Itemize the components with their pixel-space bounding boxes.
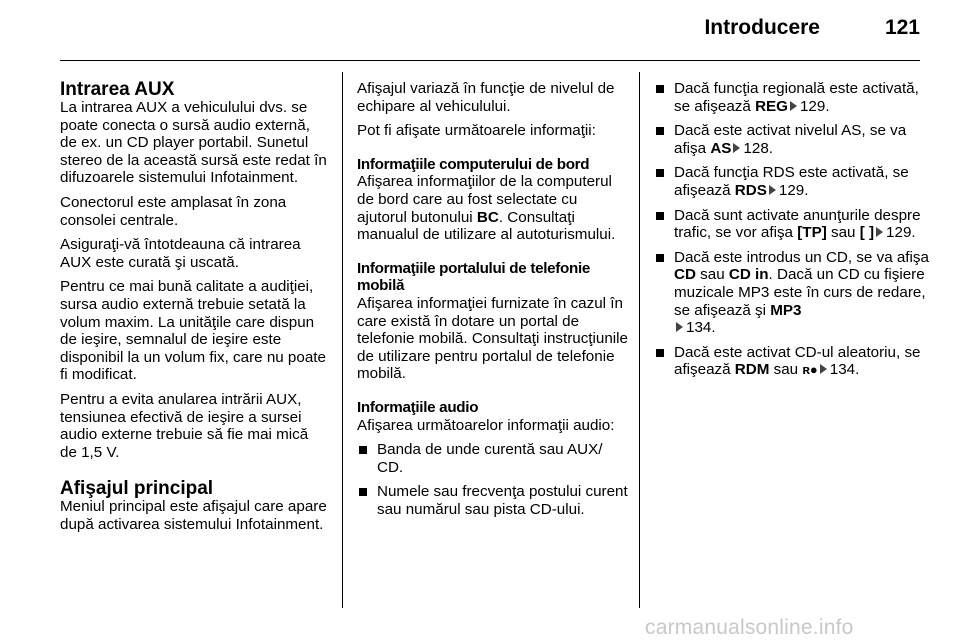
list-item: Dacă este activat CD-ul aleatoriu, se afişează RDM sau ʀ● 134. [654,344,930,379]
section-heading: Intrarea AUX [60,79,175,100]
bullet-icon [656,169,664,177]
page-number: 121 [884,16,920,39]
column-divider [639,72,640,608]
page-header [60,0,920,61]
paragraph: Meniul principal este afişajul care apare după activarea sistemului Infotainment. [60,498,327,533]
paragraph: Pentru ce mai bună calitate a audiţiei, sursa audio externă trebuie setată la volum maxim. La unităţile care dispun de ieşire, semnalul de ieşire este disponibil la un volum fix, care nu poate fi modificat. [60,278,326,384]
list-item: Numele sau frecvenţa postului curent sau numărul sau pista CD-ului. [357,483,629,518]
paragraph: Asiguraţi-vă întotdeauna că intrarea AUX este curată şi uscată. [60,236,301,271]
bullet-icon [359,446,367,454]
header-title: Introducere [704,16,820,39]
watermark: carmanualsonline.info [645,616,854,639]
paragraph: Afişajul variază în funcţie de nivelul de echipare al vehiculului. [357,80,615,115]
bullet-list [654,80,930,379]
list-item: Dacă funcţia RDS este activată, se afişează RDS 129. [654,164,930,199]
page-reference-icon [876,227,883,237]
column-3 [654,80,930,386]
list-item: Banda de unde curentă sau AUX/ CD. [357,441,629,476]
paragraph: Conectorul este amplasat în zona consolei centrale. [60,193,287,229]
subsection-board-computer [357,156,629,244]
bullet-icon [656,212,664,220]
section-heading: Afişajul principal [60,478,214,500]
paragraph: Pentru a evita anularea intrării AUX, tensiunea efectivă de ieşire a sursei audio externe trebuie să fie mai mică de 1,5 V. [60,390,309,461]
page-reference-icon [676,322,683,332]
bullet-icon [656,254,664,262]
subsection-title: Informaţiile portalului de telefonie mobilă [357,259,591,295]
paragraph: Afişarea următoarelor informaţii audio: [357,416,615,434]
bullet-icon [656,349,664,357]
subsection-title: Informaţiile audio [357,398,479,416]
paragraph: La intrarea AUX a vehiculului dvs. se poate conecta o sursă audio externă, de ex. un CD player portabil. Sunetul stereo de la această sursă este redat în difuzoarele sistemului Infotainment. [60,99,327,187]
page-reference-icon [820,364,827,374]
paragraph: Afişarea informaţiei furnizate în cazul în care există în dotare un portal de telefonie mobilă. Consultaţi instrucţiunile de utilizare pentru portalul de telefonie mobilă. [357,294,628,383]
column-divider [342,72,343,608]
bullet-icon [656,127,664,135]
list-item: Dacă este introdus un CD, se va afişa CD sau CD in. Dacă un CD cu fişiere muzicale MP3 este în curs de redare, se afişează şi MP3 134. [654,249,930,337]
subsection-title: Informaţiile computerului de bord [357,155,590,173]
subsection-audio [357,399,629,519]
page-reference-icon [769,185,776,195]
page-reference-icon [790,101,797,111]
column-2 [357,80,629,525]
bullet-icon [656,85,664,93]
page-reference-icon [733,143,740,153]
bullet-list [357,441,629,518]
bullet-icon [359,488,367,496]
subsection-mobile-portal [357,260,629,383]
list-item: Dacă funcţia regională este activată, se afişează REG 129. [654,80,930,115]
paragraph: Pot fi afişate următoarele informaţii: [357,122,596,140]
paragraph: Afişarea informaţiilor de la computerul de bord care au fost selectate cu ajutorul butonului BC. Consultaţi manualul de utilizare al autoturismului. [357,173,616,244]
list-item: Dacă sunt activate anunţurile despre trafic, se vor afişa [TP] sau [ ] 129. [654,207,930,242]
random-icon: ʀ● [802,362,818,378]
list-item: Dacă este activat nivelul AS, se va afişa AS 128. [654,122,930,157]
column-1 [60,80,328,540]
